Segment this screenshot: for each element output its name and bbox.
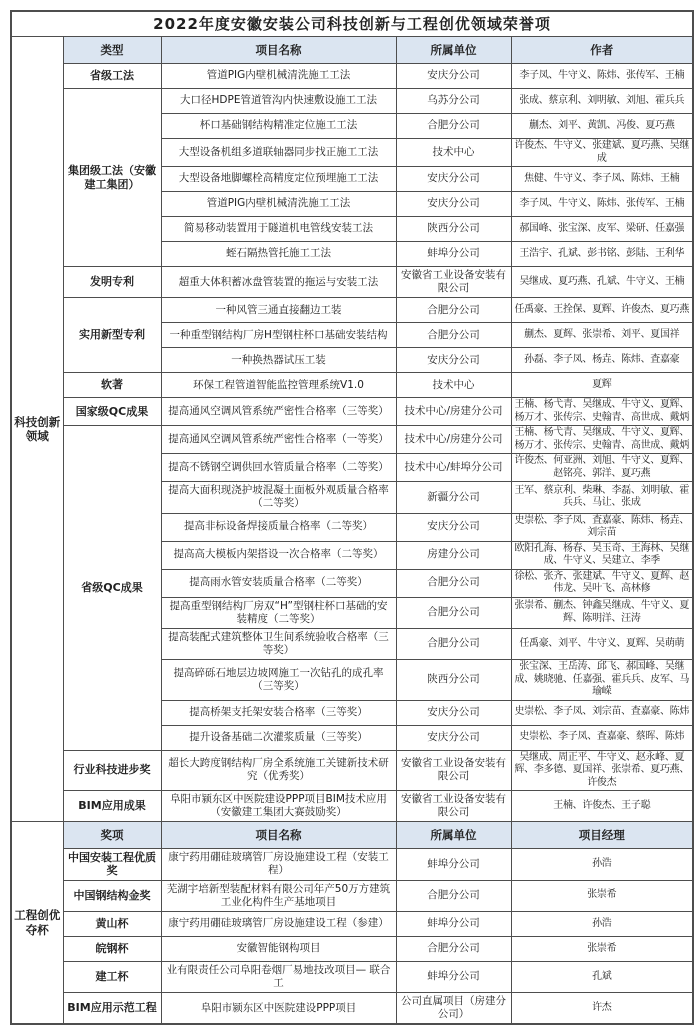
project-cell: 康宁药用硼硅玻璃管厂房设施建设工程（安装工程） [161, 849, 396, 880]
type-cell: 实用新型专利 [63, 298, 161, 373]
project-cell: 提高重型钢结构厂房双“H”型钢柱杯口基础的安装精度（二等奖） [161, 597, 396, 628]
data-row [11, 750, 693, 791]
authors-cell: 蒯杰、刘平、黄凯、冯俊、夏巧燕 [511, 114, 693, 139]
project-cell: 大型设备机组多道联轴器同步找正施工工法 [161, 139, 396, 167]
authors-cell: 王楠、杨弋青、吴继成、牛守义、夏辉、杨万才、张传宗、史翰青、高世成、戴炳 [511, 398, 693, 426]
data-row [11, 267, 693, 298]
column-header: 项目名称 [161, 37, 396, 64]
project-cell: 安徽智能钢构项目 [161, 936, 396, 961]
section-label: 工程创优夺杯 [11, 822, 63, 1025]
project-cell: 环保工程管道智能监控管理系统V1.0 [161, 373, 396, 398]
column-header: 作者 [511, 37, 693, 64]
project-cell: 一种换热器试压工装 [161, 348, 396, 373]
project-cell: 提高碎砾石地层边坡网施工一次钻孔的成孔率（三等奖） [161, 660, 396, 701]
unit-cell: 安徽省工业设备安装有限公司 [396, 267, 511, 298]
authors-cell: 史崇松、李子凤、刘宗苗、査嘉豪、陈炜 [511, 700, 693, 725]
data-row [11, 298, 693, 323]
unit-cell: 合肥分公司 [396, 936, 511, 961]
authors-cell: 吴继成、夏巧燕、孔斌、牛守义、王楠 [511, 267, 693, 298]
type-cell: 皖钢杯 [63, 936, 161, 961]
data-row [11, 89, 693, 114]
data-row [11, 993, 693, 1025]
section-header-row [11, 822, 693, 849]
type-cell: 行业科技进步奖 [63, 750, 161, 791]
honors-table [10, 10, 694, 1025]
authors-cell: 张成、蔡京利、刘明敏、刘旭、霍兵兵 [511, 89, 693, 114]
data-row [11, 880, 693, 911]
authors-cell: 郝国峰、张宝深、皮军、梁研、任嘉强 [511, 217, 693, 242]
project-cell: 提高不锈钢空调供回水管质量合格率（二等奖） [161, 454, 396, 482]
project-cell: 提高大面积现浇护坡混凝土面板外观质量合格率（二等奖） [161, 482, 396, 513]
unit-cell: 安庆分公司 [396, 64, 511, 89]
authors-cell: 许杰 [511, 993, 693, 1025]
honors-table-body [11, 11, 693, 1024]
unit-cell: 技术中心/蚌埠分公司 [396, 454, 511, 482]
project-cell: 提高桥架支托架安装合格率（三等奖） [161, 700, 396, 725]
unit-cell: 技术中心/房建分公司 [396, 426, 511, 454]
authors-cell: 史崇松、李子凤、査嘉豪、陈炜、杨垚、刘宗苗 [511, 513, 693, 541]
authors-cell: 焦健、牛守义、李子凤、陈炜、王楠 [511, 167, 693, 192]
section-label: 科技创新领域 [11, 37, 63, 822]
authors-cell: 张宝深、王岳涛、邱飞、郝国峰、吴继成、姚晓驰、任嘉强、霍兵兵、皮军、马瑜嵘 [511, 660, 693, 701]
unit-cell: 公司直属项目（房建分公司） [396, 993, 511, 1025]
project-cell: 提高高大模板内架搭设一次合格率（二等奖） [161, 541, 396, 569]
unit-cell: 安庆分公司 [396, 167, 511, 192]
column-header: 项目名称 [161, 822, 396, 849]
unit-cell: 房建分公司 [396, 541, 511, 569]
authors-cell: 徐松、张齐、张建斌、牛守义、夏辉、赵伟龙、吴叶飞、高林修 [511, 569, 693, 597]
type-cell: 省级工法 [63, 64, 161, 89]
project-cell: 管道PIG内壁机械清洗施工工法 [161, 192, 396, 217]
authors-cell: 王军、蔡京利、柴琳、李磊、刘明敏、霍兵兵、马让、张成 [511, 482, 693, 513]
type-cell: 国家级QC成果 [63, 398, 161, 426]
unit-cell: 乌苏分公司 [396, 89, 511, 114]
project-cell: 一种风管三通直接翻边工装 [161, 298, 396, 323]
unit-cell: 陕西分公司 [396, 660, 511, 701]
type-cell: BIM应用示范工程 [63, 993, 161, 1025]
unit-cell: 安庆分公司 [396, 725, 511, 750]
authors-cell: 任禹豪、王拴保、夏辉、许俊杰、夏巧燕 [511, 298, 693, 323]
authors-cell: 李子凤、牛守义、陈炜、张传军、王楠 [511, 64, 693, 89]
unit-cell: 安庆分公司 [396, 700, 511, 725]
project-cell: 管道PIG内壁机械清洗施工工法 [161, 64, 396, 89]
data-row [11, 791, 693, 822]
data-row [11, 426, 693, 454]
authors-cell: 许俊杰、何亚洲、刘旭、牛守义、夏辉、赵铭亮、郭洋、夏巧燕 [511, 454, 693, 482]
authors-cell: 夏辉 [511, 373, 693, 398]
authors-cell: 张崇希、蒯杰、钟鑫吴继成、牛守义、夏辉、陈明洋、汪涛 [511, 597, 693, 628]
unit-cell: 蚌埠分公司 [396, 961, 511, 992]
project-cell: 业有限责任公司阜阳卷烟厂易地技改项目— 联合工 [161, 961, 396, 992]
project-cell: 大口径HDPE管道管沟内快速敷设施工工法 [161, 89, 396, 114]
type-cell: 中国安装工程优质奖 [63, 849, 161, 880]
project-cell: 大型设备地脚螺栓高精度定位预埋施工工法 [161, 167, 396, 192]
unit-cell: 安庆分公司 [396, 192, 511, 217]
type-cell: 集团级工法（安徽建工集团） [63, 89, 161, 267]
unit-cell: 蚌埠分公司 [396, 911, 511, 936]
unit-cell: 合肥分公司 [396, 298, 511, 323]
page-title: 2022年度安徽安装公司科技创新与工程创优领域荣誉项 [11, 11, 693, 37]
unit-cell: 蚌埠分公司 [396, 849, 511, 880]
unit-cell: 合肥分公司 [396, 569, 511, 597]
unit-cell: 合肥分公司 [396, 880, 511, 911]
project-cell: 提高非标设备焊接质量合格率（二等奖） [161, 513, 396, 541]
authors-cell: 任禹豪、刘平、牛守义、夏辉、吴萌萌 [511, 628, 693, 659]
unit-cell: 陕西分公司 [396, 217, 511, 242]
authors-cell: 张崇希 [511, 936, 693, 961]
authors-cell: 吴继成、周正平、牛守义、赵永峰、夏辉、李多德、夏国祥、张崇希、夏巧燕、许俊杰 [511, 750, 693, 791]
column-header: 奖项 [63, 822, 161, 849]
authors-cell: 史崇松、李子凤、査嘉豪、蔡晖、陈炜 [511, 725, 693, 750]
authors-cell: 李子凤、牛守义、陈炜、张传军、王楠 [511, 192, 693, 217]
authors-cell: 张崇希 [511, 880, 693, 911]
project-cell: 超重大体积蓄冰盘管装置的拖运与安装工法 [161, 267, 396, 298]
unit-cell: 技术中心 [396, 373, 511, 398]
data-row [11, 64, 693, 89]
column-header: 所属单位 [396, 37, 511, 64]
title-row [11, 11, 693, 37]
unit-cell: 合肥分公司 [396, 597, 511, 628]
type-cell: 省级QC成果 [63, 426, 161, 750]
project-cell: 提高通风空调风管系统严密性合格率（一等奖） [161, 426, 396, 454]
authors-cell: 王浩宇、孔斌、彭书铭、彭陆、王利华 [511, 242, 693, 267]
project-cell: 超长大跨度钢结构厂房全系统施工关键新技术研究（优秀奖） [161, 750, 396, 791]
unit-cell: 安徽省工业设备安装有限公司 [396, 750, 511, 791]
unit-cell: 合肥分公司 [396, 114, 511, 139]
unit-cell: 蚌埠分公司 [396, 242, 511, 267]
project-cell: 阜阳市颍东区中医院建设PPP项目 [161, 993, 396, 1025]
authors-cell: 欧阳孔海、杨春、吴玉奇、王海林、吴继成、牛守义、吴建立、李季 [511, 541, 693, 569]
column-header: 所属单位 [396, 822, 511, 849]
unit-cell: 安徽省工业设备安装有限公司 [396, 791, 511, 822]
type-cell: 软著 [63, 373, 161, 398]
data-row [11, 398, 693, 426]
unit-cell: 安庆分公司 [396, 513, 511, 541]
data-row [11, 849, 693, 880]
type-cell: 建工杯 [63, 961, 161, 992]
authors-cell: 孙浩 [511, 849, 693, 880]
project-cell: 提高雨水管安装质量合格率（二等奖） [161, 569, 396, 597]
authors-cell: 许俊杰、牛守义、张建斌、夏巧燕、吴继成 [511, 139, 693, 167]
type-cell: BIM应用成果 [63, 791, 161, 822]
project-cell: 一种重型钢结构厂房H型钢柱杯口基础安装结构 [161, 323, 396, 348]
project-cell: 提高装配式建筑整体卫生间系统验收合格率（三等奖） [161, 628, 396, 659]
authors-cell: 孙磊、李子凤、杨垚、陈炜、査嘉豪 [511, 348, 693, 373]
unit-cell: 新疆分公司 [396, 482, 511, 513]
authors-cell: 王楠、杨弋青、吴继成、牛守义、夏辉、杨万才、张传宗、史翰青、高世成、戴炳 [511, 426, 693, 454]
authors-cell: 王楠、许俊杰、王子聪 [511, 791, 693, 822]
data-row [11, 936, 693, 961]
project-cell: 简易移动装置用于隧道机电管线安装工法 [161, 217, 396, 242]
project-cell: 蛭石隔热管托施工工法 [161, 242, 396, 267]
column-header: 项目经理 [511, 822, 693, 849]
unit-cell: 合肥分公司 [396, 323, 511, 348]
project-cell: 杯口基础钢结构精准定位施工工法 [161, 114, 396, 139]
column-header: 类型 [63, 37, 161, 64]
type-cell: 黄山杯 [63, 911, 161, 936]
authors-cell: 孙浩 [511, 911, 693, 936]
authors-cell: 孔斌 [511, 961, 693, 992]
project-cell: 芜湖宇培新型装配材料有限公司年产50万方建筑工业化构件生产基地项目 [161, 880, 396, 911]
unit-cell: 合肥分公司 [396, 628, 511, 659]
authors-cell: 蒯杰、夏辉、张崇希、刘平、夏国祥 [511, 323, 693, 348]
unit-cell: 技术中心/房建分公司 [396, 398, 511, 426]
unit-cell: 技术中心 [396, 139, 511, 167]
type-cell: 发明专利 [63, 267, 161, 298]
project-cell: 康宁药用硼硅玻璃管厂房设施建设工程（参建） [161, 911, 396, 936]
section-header-row [11, 37, 693, 64]
type-cell: 中国钢结构金奖 [63, 880, 161, 911]
unit-cell: 安庆分公司 [396, 348, 511, 373]
data-row [11, 961, 693, 992]
project-cell: 阜阳市颍东区中医院建设PPP项目BIM技术应用（安徽建工集团大赛鼓励奖） [161, 791, 396, 822]
project-cell: 提升设备基础二次灌浆质量（三等奖） [161, 725, 396, 750]
data-row [11, 373, 693, 398]
project-cell: 提高通风空调风管系统严密性合格率（三等奖） [161, 398, 396, 426]
